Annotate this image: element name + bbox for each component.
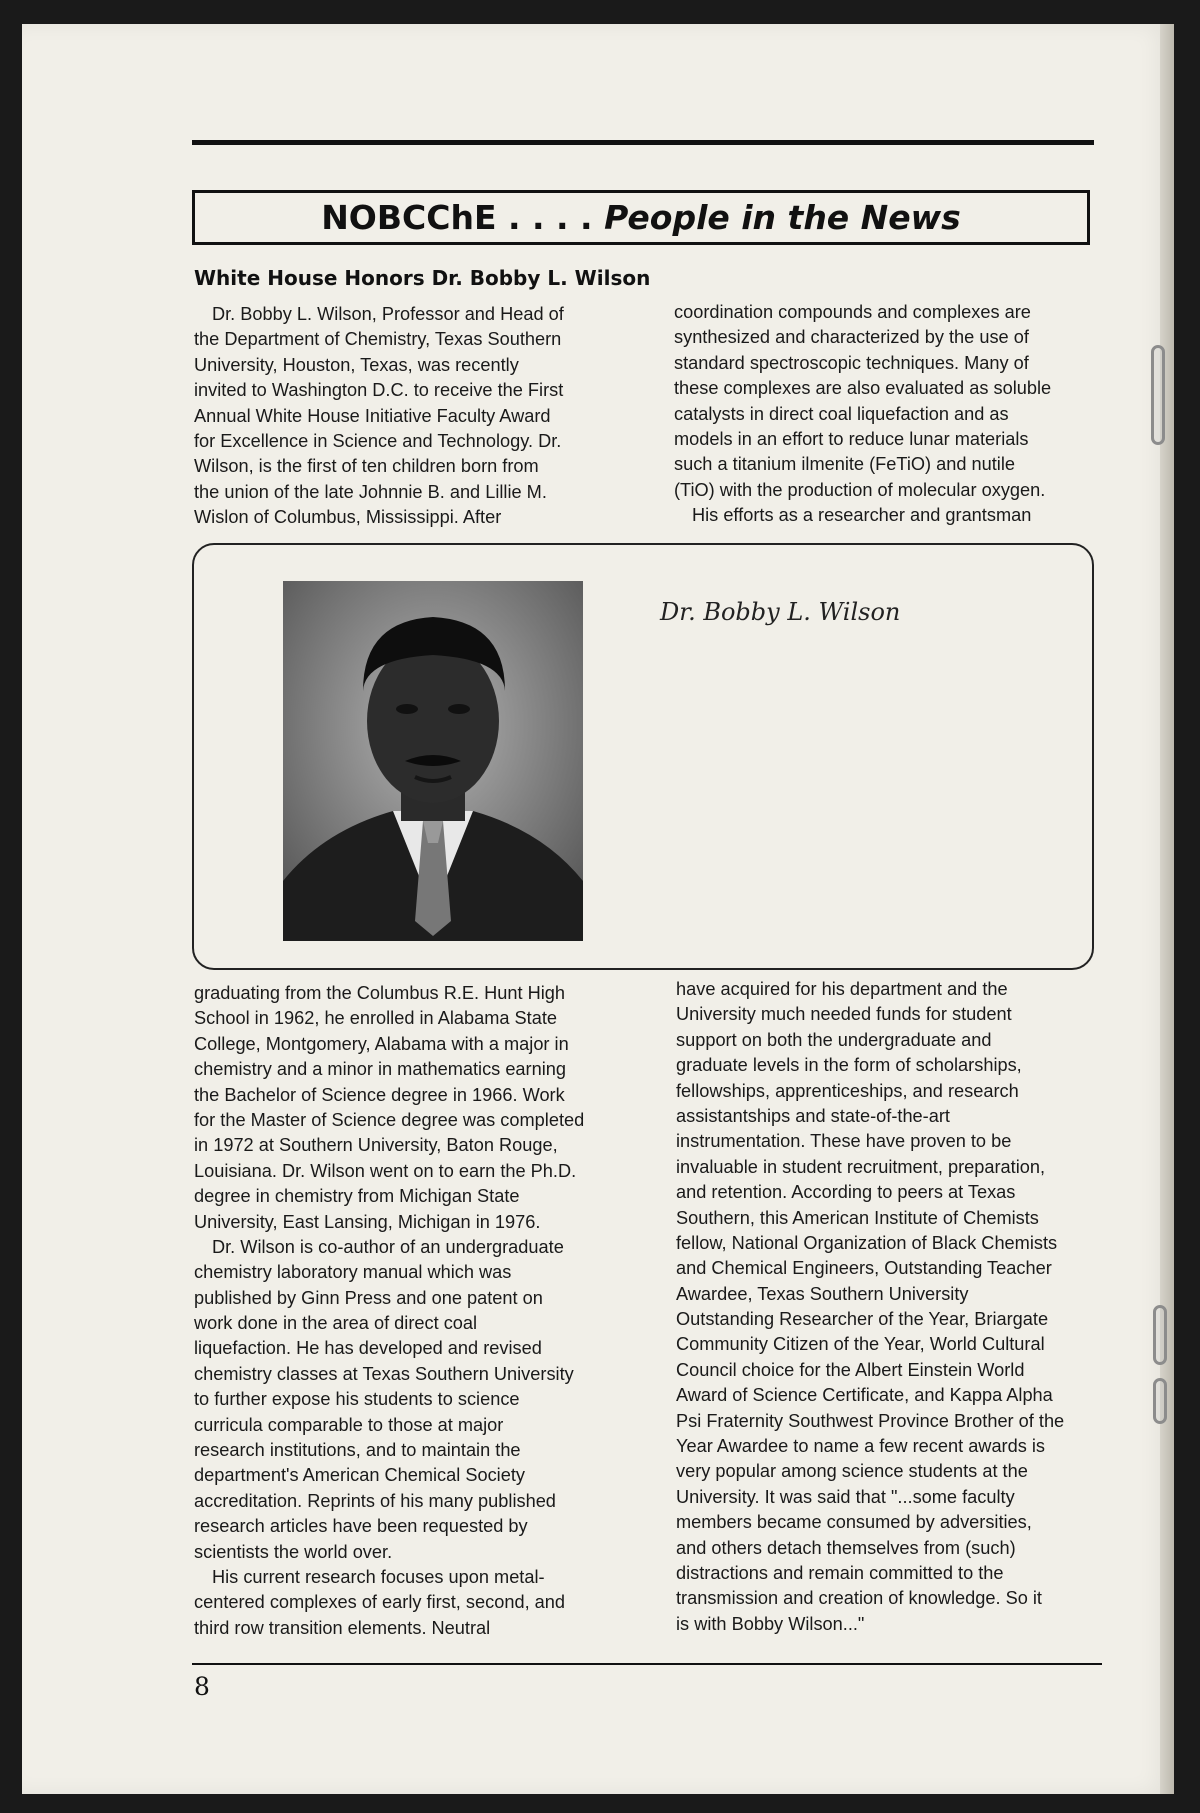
- text-line: transmission and creation of knowledge. So it: [676, 1588, 1042, 1609]
- text-line: chemistry and a minor in mathematics earning: [194, 1059, 566, 1080]
- text-line: assistantships and state-of-the-art: [676, 1105, 950, 1126]
- section-title-main: NOBCChE . . . .: [321, 198, 593, 237]
- text-line: Dr. Wilson is co-author of an undergraduate: [212, 1236, 564, 1257]
- text-line: Annual White House Initiative Faculty Award: [194, 405, 551, 426]
- text-line: Southern, this American Institute of Chemists: [676, 1207, 1039, 1228]
- text-line: University, East Lansing, Michigan in 1976.: [194, 1211, 541, 1232]
- text-line: these complexes are also evaluated as soluble: [674, 378, 1052, 399]
- text-line: His efforts as a researcher and grantsman: [692, 505, 1032, 526]
- text-line: the Department of Chemistry, Texas Southern: [194, 329, 562, 350]
- text-line: fellowships, apprenticeships, and research: [676, 1080, 1019, 1101]
- text-line: instrumentation. These have proven to be: [676, 1131, 1012, 1152]
- text-line: Year Awardee to name a few recent awards is: [676, 1436, 1046, 1457]
- text-line: degree in chemistry from Michigan State: [194, 1186, 520, 1207]
- page-number: 8: [194, 1672, 210, 1701]
- section-title-box: [192, 190, 1090, 245]
- text-line: Council choice for the Albert Einstein World: [676, 1359, 1025, 1380]
- page-edge: [1160, 24, 1174, 1794]
- text-line: University. It was said that "...some faculty: [676, 1486, 1015, 1507]
- text-line: University much needed funds for student: [676, 1004, 1012, 1025]
- text-line: is with Bobby Wilson...": [676, 1613, 865, 1634]
- top-rule: [192, 140, 1094, 145]
- staple-icon: [1153, 1378, 1167, 1424]
- text-line: members became consumed by adversities,: [676, 1512, 1032, 1533]
- text-line: very popular among science students at the: [676, 1461, 1028, 1482]
- text-line: support on both the undergraduate and: [676, 1029, 992, 1050]
- text-line: University, Houston, Texas, was recently: [194, 354, 519, 375]
- text-line: fellow, National Organization of Black Chemists: [676, 1232, 1058, 1253]
- text-line: curricula comparable to those at major: [194, 1414, 504, 1435]
- text-line: and Chemical Engineers, Outstanding Teacher: [676, 1258, 1052, 1279]
- text-line: published by Ginn Press and one patent on: [194, 1287, 543, 1308]
- text-line: work done in the area of direct coal: [194, 1313, 478, 1334]
- text-line: chemistry laboratory manual which was: [194, 1262, 512, 1283]
- column-1: [194, 302, 634, 531]
- text-line: standard spectroscopic techniques. Many of: [674, 352, 1029, 373]
- text-line: invaluable in student recruitment, preparation,: [676, 1156, 1046, 1177]
- bottom-rule: [192, 1663, 1102, 1665]
- portrait-illustration: [283, 581, 583, 941]
- text-line: distractions and remain committed to the: [676, 1562, 1004, 1583]
- text-line: to further expose his students to science: [194, 1389, 520, 1410]
- text-line: for Excellence in Science and Technology. Dr.: [194, 430, 562, 451]
- column-4: [676, 977, 1116, 1637]
- photo-caption: Dr. Bobby L. Wilson: [660, 598, 901, 626]
- text-line: Wislon of Columbus, Mississippi. After: [194, 507, 502, 528]
- text-line: Award of Science Certificate, and Kappa Alpha: [676, 1385, 1053, 1406]
- text-line: synthesized and characterized by the use of: [674, 327, 1029, 348]
- text-line: School in 1962, he enrolled in Alabama State: [194, 1008, 557, 1029]
- text-line: catalysts in direct coal liquefaction and as: [674, 403, 1009, 424]
- staple-icon: [1151, 345, 1165, 445]
- text-line: scientists the world over.: [194, 1541, 393, 1562]
- text-line: have acquired for his department and the: [676, 979, 1008, 999]
- text-line: accreditation. Reprints of his many published: [194, 1490, 556, 1511]
- text-line: models in an effort to reduce lunar materials: [674, 428, 1029, 449]
- text-line: (TiO) with the production of molecular oxygen.: [674, 479, 1046, 500]
- text-line: Outstanding Researcher of the Year, Briargate: [676, 1309, 1049, 1330]
- text-line: Psi Fraternity Southwest Province Brother of the: [676, 1410, 1065, 1431]
- text-line: and retention. According to peers at Texas: [676, 1182, 1016, 1203]
- text-line: centered complexes of early first, second, and: [194, 1592, 566, 1613]
- text-line: and others detach themselves from (such): [676, 1537, 1016, 1558]
- text-line: such a titanium ilmenite (FeTiO) and nutile: [674, 454, 1015, 475]
- text-line: research articles have been requested by: [194, 1516, 528, 1537]
- text-line: the Bachelor of Science degree in 1966. Work: [194, 1084, 565, 1105]
- text-line: coordination compounds and complexes are: [674, 302, 1031, 322]
- article-headline: White House Honors Dr. Bobby L. Wilson: [194, 266, 651, 290]
- section-title-italic: People in the News: [604, 198, 961, 237]
- text-line: for the Master of Science degree was completed: [194, 1109, 585, 1130]
- text-line: Dr. Bobby L. Wilson, Professor and Head of: [212, 304, 564, 324]
- portrait-photo: [283, 581, 583, 941]
- text-line: in 1972 at Southern University, Baton Rouge,: [194, 1135, 558, 1156]
- text-line: chemistry classes at Texas Southern University: [194, 1363, 574, 1384]
- text-line: the union of the late Johnnie B. and Lillie M.: [194, 481, 547, 502]
- text-line: graduate levels in the form of scholarships,: [676, 1055, 1022, 1076]
- text-line: department's American Chemical Society: [194, 1465, 525, 1486]
- text-line: liquefaction. He has developed and revised: [194, 1338, 542, 1359]
- text-line: Wilson, is the first of ten children born from: [194, 456, 539, 477]
- column-3: [194, 981, 634, 1641]
- column-2: [674, 300, 1114, 529]
- text-line: Louisiana. Dr. Wilson went on to earn the Ph.D.: [194, 1160, 577, 1181]
- text-line: graduating from the Columbus R.E. Hunt High: [194, 983, 566, 1003]
- staple-icon: [1153, 1305, 1167, 1365]
- text-line: Community Citizen of the Year, World Cultural: [676, 1334, 1045, 1355]
- text-line: His current research focuses upon metal-: [212, 1566, 545, 1587]
- text-line: Awardee, Texas Southern University: [676, 1283, 969, 1304]
- text-line: research institutions, and to maintain the: [194, 1440, 521, 1461]
- text-line: third row transition elements. Neutral: [194, 1617, 491, 1638]
- text-line: invited to Washington D.C. to receive the First: [194, 380, 564, 401]
- text-line: College, Montgomery, Alabama with a major in: [194, 1033, 569, 1054]
